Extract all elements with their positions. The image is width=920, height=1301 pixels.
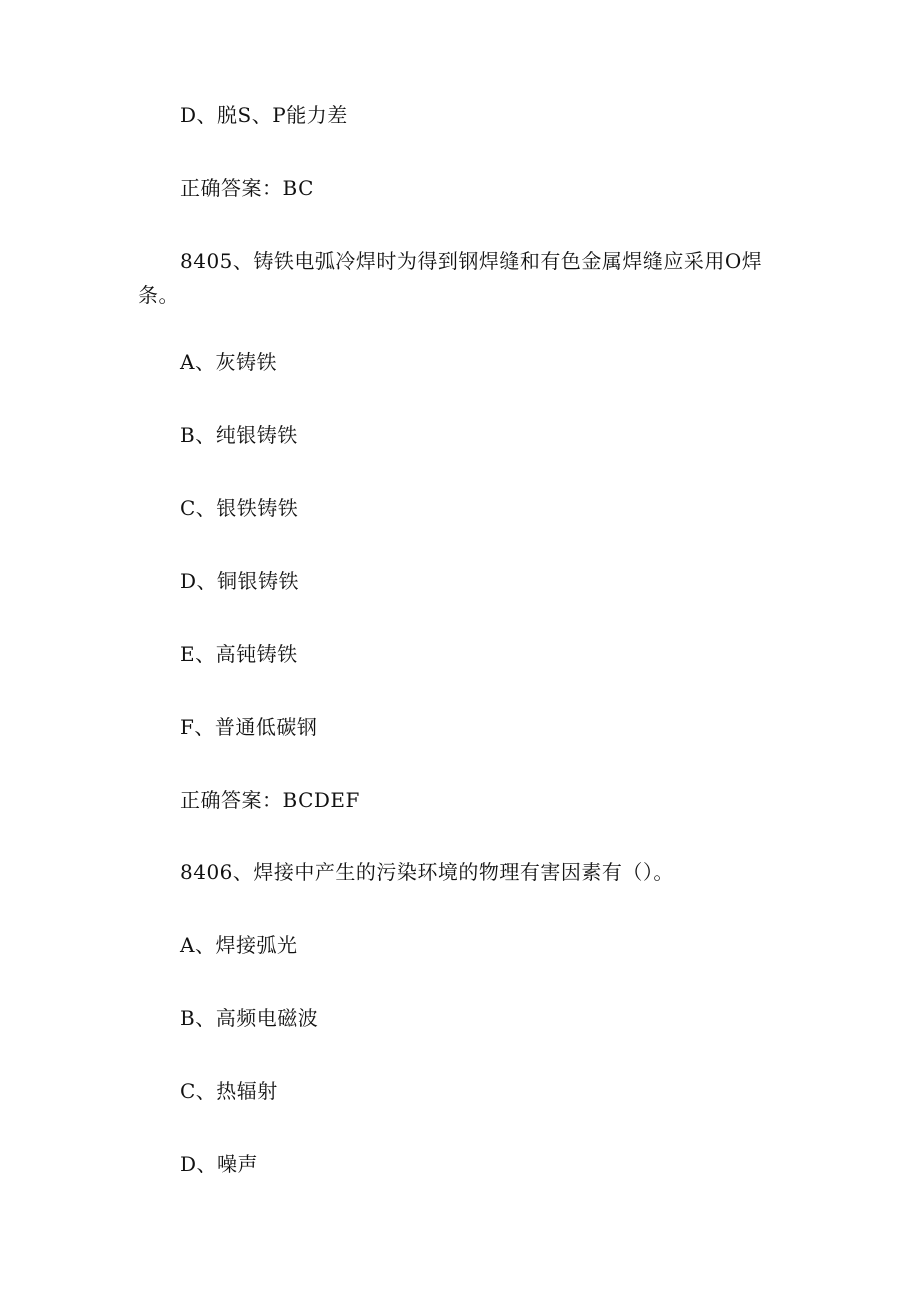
question-8406-stem: 8406、焊接中产生的污染环境的物理有害因素有（）。 (180, 860, 674, 884)
option-d-prev: D、脱S、P能力差 (180, 103, 348, 127)
question-8405-stem-line2: 条。 (138, 283, 179, 307)
q8406-option-b: B、高频电磁波 (180, 1006, 319, 1030)
q8405-option-a: A、灰铸铁 (180, 350, 277, 374)
q8405-option-e: E、高钝铸铁 (180, 642, 298, 666)
question-8405-stem-line1: 8405、铸铁电弧冷焊时为得到钢焊缝和有色金属焊缝应采用O焊 (180, 249, 763, 273)
q8406-option-a: A、焊接弧光 (180, 933, 298, 957)
question-8405-stem (138, 244, 788, 312)
q8405-option-c: C、银铁铸铁 (180, 496, 299, 520)
q8405-option-f: F、普通低碳钢 (180, 715, 318, 739)
q8405-answer: 正确答案：BCDEF (180, 788, 360, 812)
q8406-option-d: D、噪声 (180, 1152, 259, 1176)
q8405-option-b: B、纯银铸铁 (180, 423, 298, 447)
answer-prev: 正确答案：BC (180, 176, 314, 200)
q8405-option-d: D、铜银铸铁 (180, 569, 300, 593)
q8406-option-c: C、热辐射 (180, 1079, 278, 1103)
